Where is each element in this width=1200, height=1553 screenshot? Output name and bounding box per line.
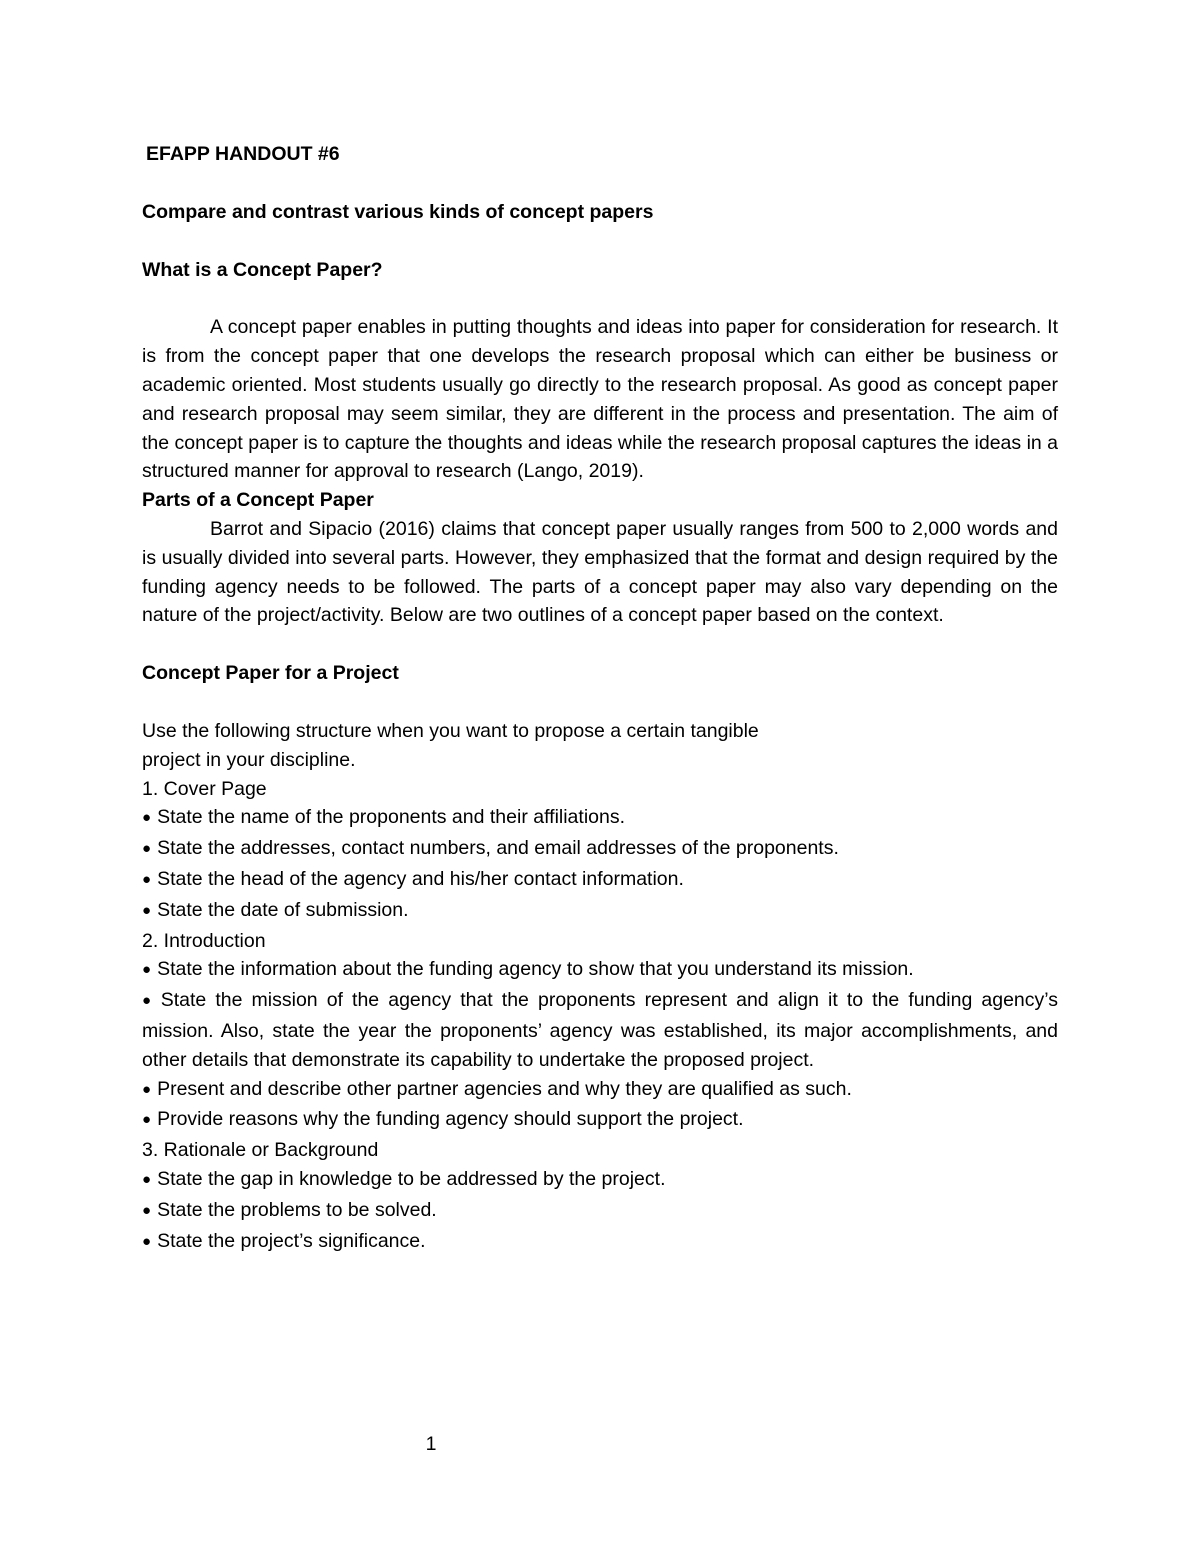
project-intro-line: project in your discipline. (142, 748, 356, 771)
list-item: ● State the name of the proponents and their affiliations. (142, 803, 1058, 834)
part-cover-page (142, 775, 1058, 927)
list-item: ● State the mission of the agency that the proponents represent and align it to the funding agency’s mission. Also, state the year the proponents’ agency was established, its major accomplishments, and other details that demonstrate its capability to undertake the proposed project. (142, 986, 1058, 1074)
paragraph-parts: Barrot and Sipacio (2016) claims that concept paper usually ranges from 500 to 2,000 words and is usually divided into several parts. However, they emphasized that the format and design required by the funding agency needs to be followed. The parts of a concept paper may also vary depending on the nature of the project/activity. Below are two outlines of a concept paper based on the context. (142, 517, 1058, 627)
list-item: ● State the information about the funding agency to show that you understand its mission. (142, 955, 1058, 986)
list-item: ● State the project’s significance. (142, 1227, 1058, 1258)
part-rationale (142, 1136, 1058, 1257)
project-intro-line: Use the following structure when you want to propose a certain tangible (142, 719, 759, 742)
paragraph-definition: A concept paper enables in putting thoughts and ideas into paper for consideration for research. It is from the concept paper that one develops the research proposal which can either be business or academic oriented. Most students usually go directly to the research proposal. As good as concept paper and research proposal may seem similar, they are different in the process and presentation. The aim of the concept paper is to capture the thoughts and ideas while the research proposal captures the ideas in a structured manner for approval to research (Lango, 2019). (142, 316, 1059, 483)
page-number: 1 (425, 1433, 437, 1455)
section-heading-what-is: What is a Concept Paper? (142, 258, 383, 281)
list-item: ● State the addresses, contact numbers, and email addresses of the proponents. (142, 834, 1058, 865)
list-item: ● State the head of the agency and his/her contact information. (142, 865, 1058, 896)
part-introduction (142, 927, 1058, 1137)
project-intro (142, 717, 1058, 775)
document-page (142, 140, 1058, 1257)
section-heading-parts: Parts of a Concept Paper (142, 489, 374, 512)
list-item: ● Provide reasons why the funding agency should support the project. (142, 1105, 1058, 1136)
part-title: 1. Cover Page (142, 777, 267, 800)
objective-heading: Compare and contrast various kinds of concept papers (142, 200, 654, 223)
section-heading-project: Concept Paper for a Project (142, 662, 399, 685)
part-title: 3. Rationale or Background (142, 1139, 379, 1162)
list-item: ● Present and describe other partner agencies and why they are qualified as such. (142, 1075, 1058, 1106)
list-item: ● State the date of submission. (142, 896, 1058, 927)
part-title: 2. Introduction (142, 929, 266, 952)
list-item: ● State the gap in knowledge to be addressed by the project. (142, 1165, 1058, 1196)
list-item: ● State the problems to be solved. (142, 1196, 1058, 1227)
document-title: EFAPP HANDOUT #6 (146, 143, 340, 165)
